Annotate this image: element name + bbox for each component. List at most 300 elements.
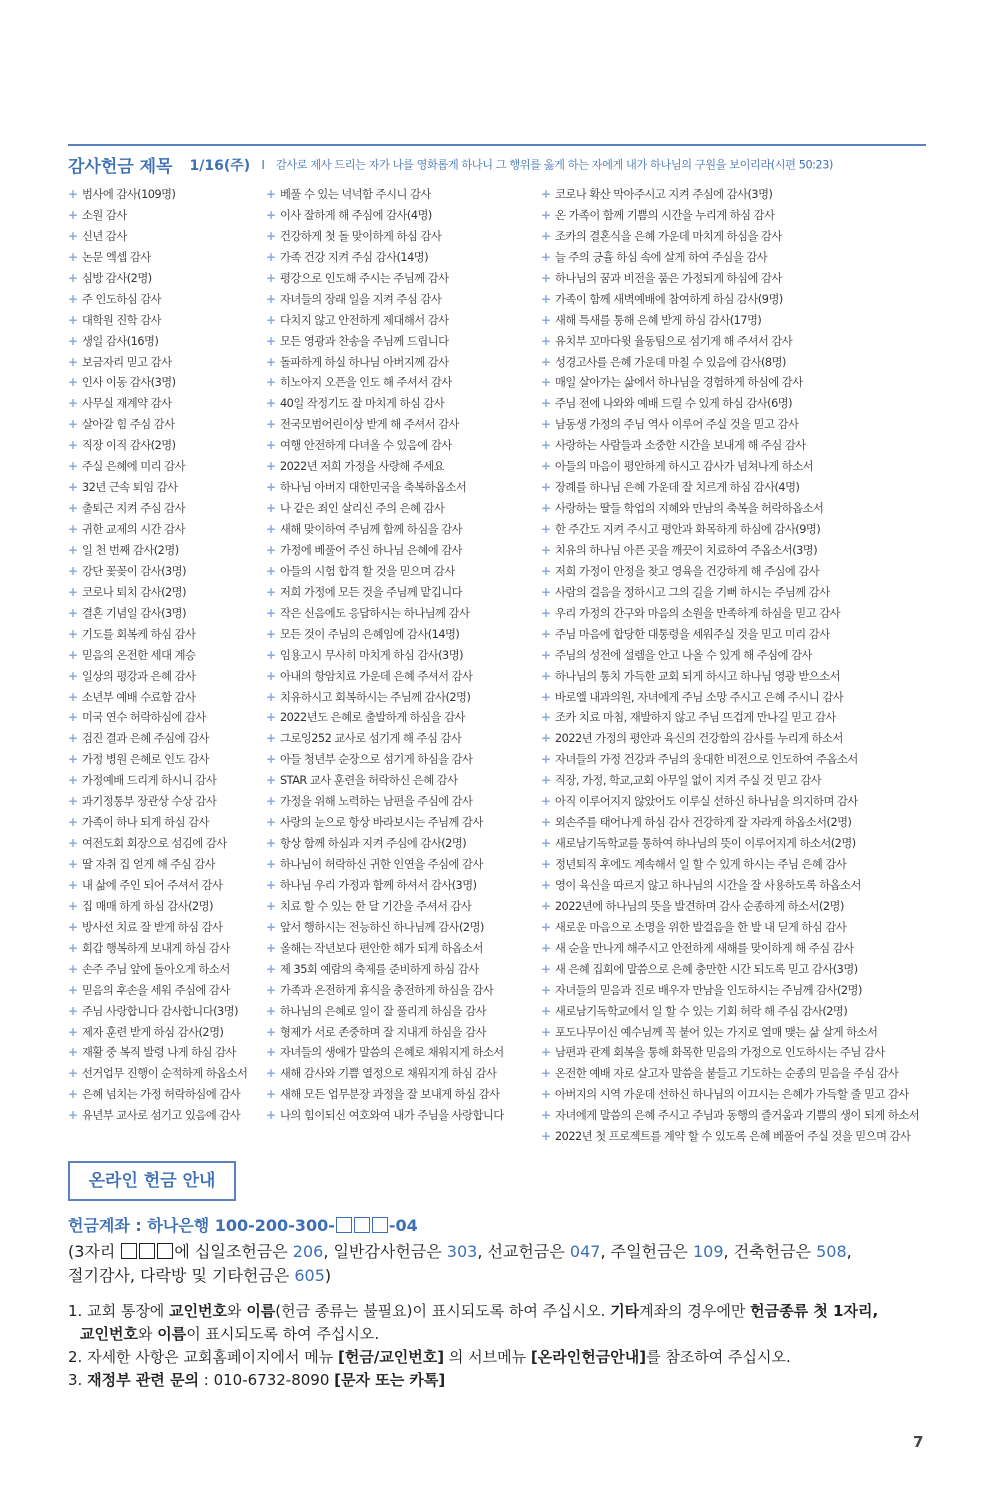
thanks-item-text: 늘 주의 긍휼 하심 속에 살게 하여 주심을 감사 [555,250,768,264]
note-text: : 010-6732-8090 [198,1371,335,1389]
plus-icon: + [68,228,78,243]
plus-icon: + [541,207,551,222]
thanks-item [266,268,536,289]
thanks-item [68,477,258,498]
plus-icon: + [266,1045,276,1060]
thanks-item [266,477,536,498]
thanks-item [68,645,258,666]
note-text: 이 표시되도록 하여 주십시오. [186,1325,380,1343]
thanks-item [68,372,258,393]
thanks-item [266,226,536,247]
thanks-item-text: 올해는 작년보다 편안한 해가 되게 하옵소서 [280,941,483,955]
note-text: 3. [68,1371,88,1389]
plus-icon: + [541,1045,551,1060]
note-text: 를 참조하여 주십시오. [646,1348,791,1366]
plus-icon: + [266,605,276,620]
thanks-item-text: 영이 육신을 따르지 않고 하나님의 시간을 잘 사용하도록 하옵소서 [555,878,861,892]
plus-icon: + [68,501,78,516]
codes-text: , 선교헌금은 [477,1242,570,1261]
plus-icon: + [266,249,276,264]
digit-box-icon [336,1217,352,1233]
plus-icon: + [68,396,78,411]
thanks-item-text: 조카 치료 마침, 재발하지 않고 주님 뜨겁게 만나길 믿고 감사 [555,711,836,725]
plus-icon: + [541,333,551,348]
plus-icon: + [266,1087,276,1102]
plus-icon: + [68,961,78,976]
plus-icon: + [266,1108,276,1123]
thanks-item-text: 남편과 관계 회복을 통해 화목한 믿음의 가정으로 인도하시는 주님 감사 [555,1046,885,1060]
thanks-item [266,582,536,603]
note-text: (헌금 종류는 불필요)이 표시되도록 하여 주십시오. [275,1302,611,1320]
thanks-item [266,1022,536,1043]
thanks-item-text: 회갑 행복하게 보내게 하심 감사 [82,941,230,955]
thanks-item [68,414,258,435]
plus-icon: + [541,1129,551,1144]
thanks-item [266,624,536,645]
plus-icon: + [266,1066,276,1081]
plus-icon: + [266,480,276,495]
thanks-item [68,226,258,247]
note-bold: [온라인헌금안내] [530,1348,647,1366]
thanks-item [266,917,536,938]
plus-icon: + [68,647,78,662]
plus-icon: + [68,815,78,830]
thanks-item [68,749,258,770]
plus-icon: + [68,333,78,348]
plus-icon: + [266,815,276,830]
thanks-item [68,247,258,268]
thanks-item [266,896,536,917]
plus-icon: + [541,438,551,453]
thanks-item [541,1042,941,1063]
header-separator: I [261,157,265,172]
thanks-item-text: 아들 청년부 순장으로 섬기게 하심을 감사 [280,753,473,767]
plus-icon: + [541,396,551,411]
plus-icon: + [68,794,78,809]
thanks-item [68,1042,258,1063]
plus-icon: + [266,584,276,599]
thanks-item [266,875,536,896]
plus-icon: + [68,459,78,474]
thanks-item [541,205,941,226]
plus-icon: + [266,228,276,243]
thanks-item [68,561,258,582]
note-1-continued [68,1323,948,1346]
thanks-item [68,456,258,477]
thanks-item [266,498,536,519]
plus-icon: + [541,1003,551,1018]
thanks-item [541,310,941,331]
thanks-item [68,603,258,624]
thanks-item [68,959,258,980]
plus-icon: + [266,940,276,955]
thanks-item-text: 미국 연수 허락하심에 감사 [82,711,206,725]
thanks-item-text: 강단 꽃꽂이 감사(3명) [82,564,186,578]
plus-icon: + [266,375,276,390]
thanks-item-text: 자녀들의 생애가 말씀의 은혜로 채워지게 하소서 [280,1046,504,1060]
thanks-item [266,645,536,666]
plus-icon: + [266,563,276,578]
thanks-item-text: 주실 은혜에 미리 감사 [82,460,185,474]
plus-icon: + [541,1024,551,1039]
thanks-item-text: 자녀들의 가정 건강과 주님의 웅대한 비전으로 인도하여 주옵소서 [555,753,858,767]
thanks-item-text: 믿음의 후손을 세워 주심에 감사 [82,983,230,997]
thanks-item [266,331,536,352]
plus-icon: + [266,836,276,851]
thanks-item [541,896,941,917]
thanks-item-text: 가정 병원 은혜로 인도 감사 [82,753,209,767]
thanks-item [266,247,536,268]
plus-icon: + [68,1108,78,1123]
page-number: 7 [913,1433,924,1451]
thanks-item [541,414,941,435]
thanks-item-text: 모든 영광과 찬송을 주님께 드립니다 [280,334,449,348]
thanks-item-text: 우리 가정의 간구와 마음의 소원을 만족하게 하심을 믿고 감사 [555,606,841,620]
thanks-item [68,1022,258,1043]
plus-icon: + [541,354,551,369]
section-title: 감사헌금 제목 [68,157,173,177]
thanks-item [541,226,941,247]
thanks-item-text: 방사선 치료 잘 받게 하심 감사 [82,920,223,934]
thanks-item [541,268,941,289]
thanks-item [266,1042,536,1063]
account-suffix: -04 [388,1216,418,1235]
thanks-item-text: 외손주를 태어나게 하심 감사 건강하게 잘 자라게 하옵소서(2명) [555,816,852,830]
codes-text: 에 십일조헌금은 [174,1242,293,1261]
thanks-item [266,205,536,226]
other-code: 605 [294,1266,325,1285]
note-bold: 이름 [246,1302,276,1320]
thanks-item-text: 하나님 아버지 대한민국을 축복하옵소서 [280,481,467,495]
thanks-item-text: 집 매매 하게 하심 감사(2명) [82,899,213,913]
thanks-item-text: 아들의 마음이 평안하게 하시고 감사가 넘쳐나게 하소서 [555,460,814,474]
plus-icon: + [68,480,78,495]
thanks-item-text: 평강으로 인도해 주시는 주님께 감사 [280,271,449,285]
thanks-item [266,352,536,373]
note-3 [68,1369,948,1392]
thanks-item-text: 사랑하는 딸들 학업의 지혜와 만남의 축복을 허락하옵소서 [555,502,824,516]
thanks-item-text: 치유하시고 회복하시는 주님께 감사(2명) [280,690,471,704]
thanks-item [541,812,941,833]
thanks-item [68,1084,258,1105]
offering-codes [68,1240,948,1288]
plus-icon: + [266,710,276,725]
thanks-item-text: 대학원 진학 감사 [82,313,162,327]
plus-icon: + [541,249,551,264]
plus-icon: + [266,1003,276,1018]
thanks-item-text: 자녀들의 믿음과 진로 배우자 만남을 인도하시는 주님께 감사(2명) [555,983,862,997]
thanks-item [68,393,258,414]
plus-icon: + [266,459,276,474]
thanks-item [68,435,258,456]
thanks-item [541,561,941,582]
thanks-item-text: 검진 결과 은혜 주심에 감사 [82,732,209,746]
thanks-item-text: 가정을 위해 노력하는 남편을 주심에 감사 [280,795,473,809]
note-text: 와 [227,1302,247,1320]
plus-icon: + [68,857,78,871]
thanks-item-text: 32년 근속 퇴임 감사 [82,481,178,495]
building-code: 508 [816,1242,847,1261]
thanks-item [68,687,258,708]
thanks-item-text: 소년부 예배 수료함 감사 [82,690,196,704]
plus-icon: + [541,919,551,934]
thanks-item [68,666,258,687]
thanks-item [68,352,258,373]
thanks-item-text: 2022년 첫 프로젝트를 계약 할 수 있도록 은혜 베풀어 주실 것을 믿으며 감사 [555,1130,911,1144]
plus-icon: + [541,522,551,536]
thanks-item [541,372,941,393]
thanks-item [541,917,941,938]
thanks-item [266,854,536,875]
plus-icon: + [266,919,276,934]
thanks-item-text: 건강하게 첫 돌 맞이하게 하심 감사 [280,229,442,243]
thanks-item [541,1105,941,1126]
thanks-item-text: 새해 맞이하여 주님께 함께 하심을 감사 [280,523,463,536]
thanks-item-text: 가정에 베풀어 주신 하나님 은혜에 감사 [280,543,463,557]
thanks-item-text: 치료 할 수 있는 한 달 기간을 주셔서 감사 [280,899,472,913]
note-text: 계좌의 경우에만 [639,1302,751,1320]
thanks-item [266,519,536,540]
thanks-item-text: 보금자리 믿고 감사 [82,355,172,369]
thanks-item-text: 성경고사를 은혜 가운데 마칠 수 있음에 감사(8명) [555,355,786,369]
plus-icon: + [68,898,78,913]
thanks-item-text: 형제가 서로 존중하며 잘 지내게 하심을 감사 [280,1025,486,1039]
thanks-item-text: 그로잉252 교사로 섬기게 해 주심 감사 [280,732,462,746]
codes-text: ) [324,1266,332,1285]
thanks-item [68,770,258,791]
thanks-item [541,540,941,561]
plus-icon: + [541,1066,551,1081]
digit-box-icon [354,1217,370,1233]
thanks-item-text: 새로남기독학교에서 일 할 수 있는 기회 허락 해 주심 감사(2명) [555,1004,848,1018]
plus-icon: + [541,773,551,788]
thanks-item [266,980,536,1001]
thanks-item-text: 직장, 가정, 학교,교회 아무일 없이 지켜 주실 것 믿고 감사 [555,774,822,788]
plus-icon: + [541,542,551,557]
thanks-item [541,728,941,749]
plus-icon: + [541,668,551,683]
thanks-item [541,1001,941,1022]
thanks-item-text: 손주 주님 앞에 돌아오게 하소서 [82,962,230,976]
thanks-item [266,666,536,687]
thanks-item [541,603,941,624]
thanks-item-text: 은혜 넘치는 가정 허락하심에 감사 [82,1088,241,1102]
plus-icon: + [266,731,276,746]
plus-icon: + [266,857,276,871]
thanks-item-text: 임용고시 무사히 마치게 하심 감사(3명) [280,648,464,662]
thanks-item [541,980,941,1001]
thanks-item [541,435,941,456]
thanks-item-text: 이사 잘하게 해 주심에 감사(4명) [280,208,432,222]
thanks-item-text: 사무실 재계약 감사 [82,397,172,411]
thanks-item-text: 여행 안전하게 다녀올 수 있음에 감사 [280,439,452,453]
thanks-item [68,1105,258,1126]
plus-icon: + [541,752,551,767]
thanks-item [541,854,941,875]
thanks-item [68,791,258,812]
sunday-code: 109 [692,1242,724,1261]
thanks-item-text: 기도를 회복케 하심 감사 [82,627,196,641]
thanks-item-text: 주님 사랑합니다 감사합니다(3명) [82,1004,239,1018]
thanks-list-column-3 [541,184,941,1147]
plus-icon: + [68,731,78,746]
thanks-item [266,310,536,331]
thanks-item [266,791,536,812]
thanks-item-text: 2022년 가정의 평안과 육신의 건강함의 감사를 누리게 하소서 [555,732,843,746]
thanks-item-text: 다치지 않고 안전하게 제대해서 감사 [280,313,449,327]
thanks-item [266,456,536,477]
codes-text: , [846,1242,852,1261]
codes-text: , 일반감사헌금은 [323,1242,447,1261]
thanks-list-column-1 [68,184,258,1126]
plus-icon: + [541,270,551,285]
plus-icon: + [266,626,276,641]
note-text: 의 서브메뉴 [444,1348,531,1366]
plus-icon: + [68,1066,78,1081]
thanks-item [541,749,941,770]
thanks-item [68,980,258,1001]
plus-icon: + [266,877,276,892]
thanks-item [541,1063,941,1084]
thanks-item [541,624,941,645]
thanks-item-text: 바로엘 내과의원, 자녀에게 주님 소망 주시고 은혜 주시니 감사 [555,690,844,704]
thanks-item-text: 조카의 결혼식을 은혜 가운데 마치게 하심을 감사 [555,229,782,243]
thanks-item-text: 사람의 걸음을 정하시고 그의 길을 기뻐 하시는 주님께 감사 [555,585,830,599]
plus-icon: + [266,187,276,201]
thanks-item-text: 내 삶에 주인 되어 주셔서 감사 [82,878,223,892]
thanks-item [541,498,941,519]
thanks-item [266,938,536,959]
thanks-item [541,393,941,414]
plus-icon: + [266,522,276,536]
codes-text: 절기감사, 다락방 및 기타헌금은 [68,1266,295,1285]
thanks-item-text: 일상의 평강과 은혜 감사 [82,669,196,683]
plus-icon: + [266,898,276,913]
thanks-item [266,749,536,770]
digit-box-icon [372,1217,388,1233]
thanks-item [68,624,258,645]
thanks-item [541,1022,941,1043]
thanks-item [541,247,941,268]
plus-icon: + [68,1045,78,1060]
digit-box-icon [121,1243,137,1259]
thanks-item-text: 선거업무 진행이 순적하게 하옵소서 [82,1067,248,1081]
thanks-item [541,184,941,205]
thanks-item [266,1063,536,1084]
note-bold: [문자 또는 카톡] [334,1371,446,1389]
plus-icon: + [68,563,78,578]
thanks-item-text: 직장 이직 감사(2명) [82,439,176,453]
section-header [68,152,948,178]
thanks-item-text: 하나님의 꿈과 비전을 품은 가정되게 하심에 감사 [555,271,782,285]
thanks-item-text: 논문 엑셉 감사 [82,250,151,264]
thanks-item-text: 믿음의 온전한 세대 계승 [82,648,196,662]
thanks-item [68,833,258,854]
thanks-item-text: 자녀에게 말씀의 은혜 주시고 주님과 동행의 즐거움과 기쁨의 생이 되게 하소서 [555,1109,920,1123]
thanks-item-text: 가족 건강 지켜 주심 감사(14명) [280,250,429,264]
thanks-item [68,540,258,561]
thanks-item-text: 하나님이 허락하신 귀한 인연을 주심에 감사 [280,858,483,871]
note-bold: 이름 [157,1325,187,1343]
bible-verse: 감사로 제사 드리는 자가 나를 영화롭게 하나니 그 행위를 옳게 하는 자에게 내가 하나님의 구원을 보이리라(시편 50:23) [275,158,833,172]
thanks-item-text: 신년 감사 [82,229,127,243]
thanks-item-text: 가족과 온전하게 휴식을 충전하게 하심을 감사 [280,983,494,997]
thanks-item-text: 사랑하는 사람들과 소중한 시간을 보내게 해 주심 감사 [555,439,806,453]
plus-icon: + [68,312,78,327]
note-text: 와 [137,1325,158,1343]
thanks-item-text: 아직 이루어지지 않았어도 이루실 선하신 하나님을 의지하며 감사 [555,795,858,809]
plus-icon: + [68,940,78,955]
thanks-item [68,184,258,205]
thanks-item-text: 인사 이동 감사(3명) [82,376,176,390]
thanks-item [266,289,536,310]
thanks-item-text: 히노아지 오픈을 인도 해 주셔서 감사 [280,376,452,390]
plus-icon: + [541,375,551,390]
plus-icon: + [266,668,276,683]
plus-icon: + [68,668,78,683]
plus-icon: + [541,480,551,495]
thanks-item-text: 온 가족이 함께 기쁨의 시간을 누리게 하심 감사 [555,208,775,222]
thanks-item [266,707,536,728]
thanks-item-text: 여전도회 회장으로 섬김에 감사 [82,837,227,851]
thanks-item-text: 가정예배 드리게 하시니 감사 [82,774,217,788]
plus-icon: + [541,459,551,474]
plus-icon: + [68,187,78,201]
plus-icon: + [68,982,78,997]
plus-icon: + [541,1108,551,1123]
thanks-item [68,205,258,226]
thanks-item [266,1105,536,1126]
thanks-item-text: 장례를 하나님 은혜 가운데 잘 치르게 하심 감사(4명) [555,481,800,495]
thanks-item [266,393,536,414]
plus-icon: + [541,626,551,641]
thanks-item-text: 범사에 감사(109명) [82,188,176,201]
thanks-item-text: 전국모범어린이상 받게 해 주셔서 감사 [280,418,459,432]
thanks-item-text: 가족이 하나 되게 하심 감사 [82,816,209,830]
thanks-item-text: 주 인도하심 감사 [82,292,162,306]
codes-text: , 주일헌금은 [600,1242,693,1261]
thanks-item-text: 작은 신음에도 응답하시는 하나님께 감사 [280,606,470,620]
thanks-item-text: 저희 가정에 모든 것을 주님께 맡깁니다 [280,585,463,599]
thanks-item [68,728,258,749]
thanks-item [541,791,941,812]
thanks-item-text: STAR 교사 훈련을 허락하신 은혜 감사 [280,774,458,788]
thanks-item [541,456,941,477]
note-1 [68,1300,948,1323]
plus-icon: + [266,396,276,411]
plus-icon: + [266,291,276,306]
thanks-item [266,414,536,435]
plus-icon: + [266,689,276,704]
codes-line-1 [68,1240,948,1264]
thanks-item-text: 코로나 퇴치 감사(2명) [82,585,186,599]
plus-icon: + [541,605,551,620]
plus-icon: + [68,207,78,222]
thanks-item-text: 자녀들의 장래 일을 지켜 주심 감사 [280,292,442,306]
plus-icon: + [541,501,551,516]
note-text: 2. 자세한 사항은 교회홈페이지에서 메뉴 [68,1348,338,1366]
plus-icon: + [541,940,551,955]
thanks-item [541,687,941,708]
thanks-item-text: 항상 함께 하심과 지켜 주심에 감사(2명) [280,837,467,851]
thanks-item [541,582,941,603]
thanks-item [541,959,941,980]
thanks-item [541,1126,941,1147]
thanks-item-text: 생일 감사(16명) [82,334,159,348]
thanks-item-text: 한 주간도 지켜 주시고 평안과 화목하게 하심에 감사(9명) [555,523,821,536]
thanks-item-text: 재활 중 복직 발령 나게 하심 감사 [82,1046,236,1060]
thanks-item [68,875,258,896]
